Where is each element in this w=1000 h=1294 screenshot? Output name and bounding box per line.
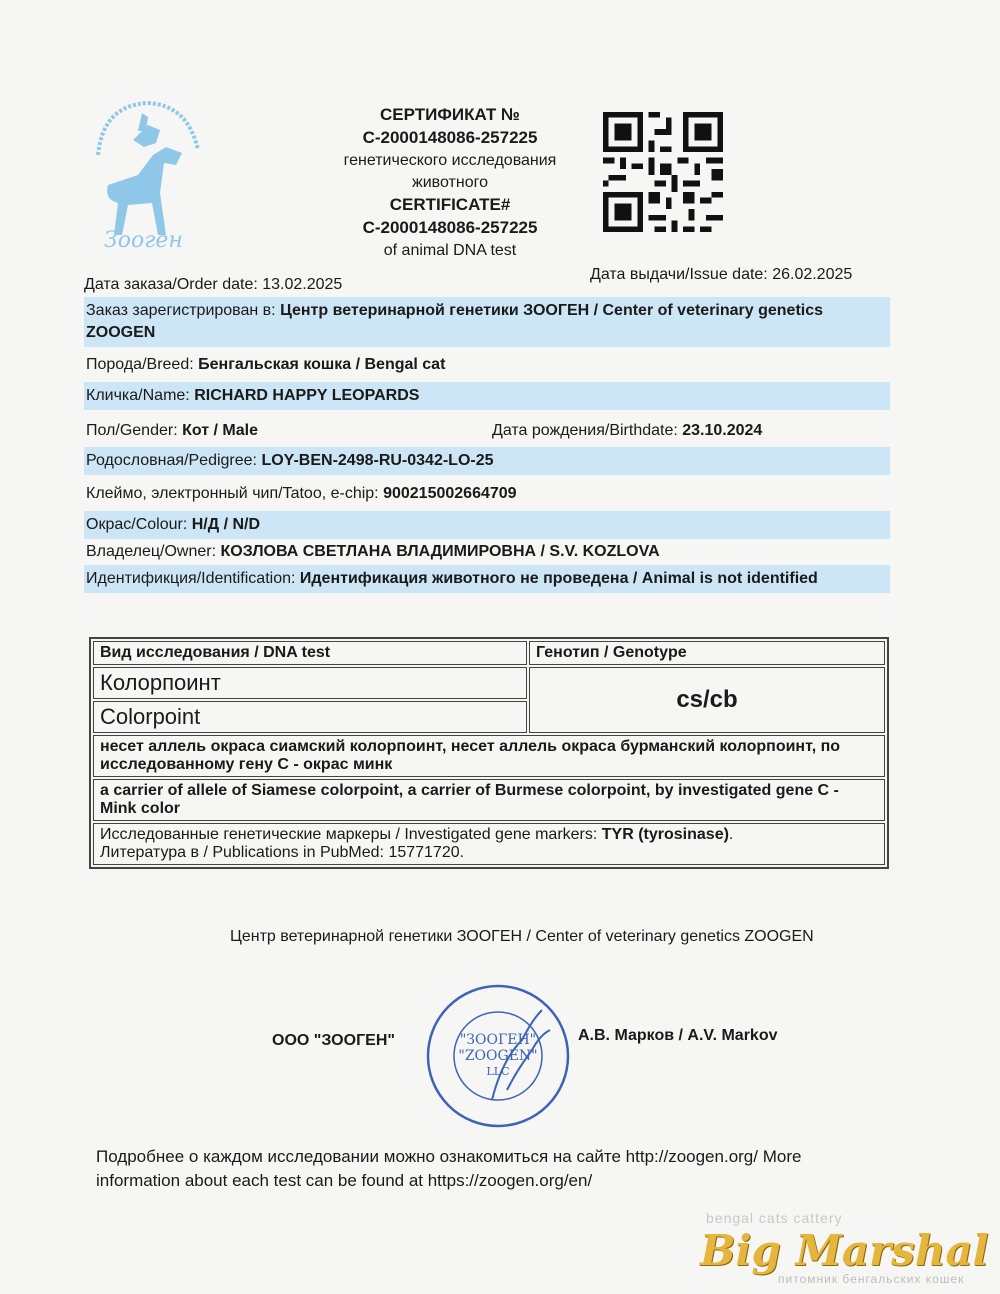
test-name-en: Colorpoint (93, 701, 527, 733)
chip-value: 900215002664709 (383, 485, 517, 502)
company-name: ООО "ЗООГЕН" (272, 1032, 395, 1049)
markers-value: TYR (tyrosinase) (601, 826, 729, 843)
title-line: животного (412, 174, 488, 191)
identification-value: Идентификация животного не проведена / Animal is not identified (299, 570, 818, 587)
pedigree-value: LOY-BEN-2498-RU-0342-LO-25 (261, 452, 494, 469)
birthdate-label: Дата рождения/Birthdate: (492, 422, 678, 439)
markers-label: Исследованные генетические маркеры / Investigated gene markers: (100, 826, 598, 843)
certificate-number-ru: C-2000148086-257225 (362, 128, 538, 147)
genotype-header: Генотип / Genotype (536, 644, 687, 661)
stamp-line: LLC (486, 1065, 510, 1078)
genotype-value: cs/cb (529, 667, 885, 733)
gene-markers (100, 826, 878, 844)
owner-value: КОЗЛОВА СВЕТЛАНА ВЛАДИМИРОВНА / S.V. KOZLOVA (220, 543, 660, 560)
result-ru: несет аллель окраса сиамский колорпоинт, несет аллель окраса бурманский колорпоинт, по исследованному гену C - окрас минк (100, 738, 841, 773)
certificate-title (300, 104, 600, 262)
name-value: RICHARD HAPPY LEOPARDS (194, 387, 420, 404)
registered-label: Заказ зарегистрирован в: (86, 302, 276, 319)
name-label: Кличка/Name: (86, 387, 190, 404)
identification-row (84, 565, 890, 593)
birthdate-field (492, 420, 762, 442)
issuer-line: Центр ветеринарной генетики ЗООГЕН / Center of veterinary genetics ZOOGEN (230, 928, 814, 945)
watermark-subcaption: питомник бенгальских кошек (778, 1272, 965, 1286)
breed-value: Бенгальская кошка / Bengal cat (198, 356, 446, 373)
watermark-caption: bengal cats cattery (706, 1210, 843, 1226)
chip-label: Клеймо, электронный чип/Tatoo, e-chip: (86, 485, 379, 502)
issue-date: Дата выдачи/Issue date: 26.02.2025 (590, 266, 853, 283)
colour-value: Н/Д / N/D (191, 516, 261, 533)
qr-code (603, 112, 723, 232)
chip-row (84, 480, 890, 508)
stamp-line: "ЗООГЕН" (459, 1032, 537, 1048)
colour-label: Окрас/Colour: (86, 516, 188, 533)
signatory-name: А.В. Марков / A.V. Markov (578, 1027, 778, 1044)
gender-value: Кот / Male (182, 422, 258, 439)
pedigree-row (84, 447, 890, 475)
birthdate-value: 23.10.2024 (682, 422, 763, 439)
breed-label: Порода/Breed: (86, 356, 194, 373)
watermark-brand: Big Marshal (700, 1226, 989, 1275)
order-date: Дата заказа/Order date: 13.02.2025 (84, 276, 343, 293)
stamp-line: "ZOOGEN" (458, 1048, 538, 1064)
colour-row (84, 511, 890, 539)
footer-info: Подробнее о каждом исследовании можно ознакомиться на сайте http://zoogen.org/ More information about each test can be found at https://zoogen.org/en/ (96, 1147, 802, 1190)
test-name-ru: Колорпоинт (93, 667, 527, 699)
identification-label: Идентификция/Identification: (86, 570, 296, 587)
title-line: CERTIFICATE# (389, 195, 511, 214)
logo-wordmark: Зooген (104, 228, 183, 253)
literature: Литература в / Publications in PubMed: 15771720. (100, 844, 465, 861)
result-en: a carrier of allele of Siamese colorpoint, a carrier of Burmese colorpoint, by investigated gene C - Mink color (100, 782, 839, 817)
markers-end: . (728, 826, 734, 843)
certificate-number-en: C-2000148086-257225 (362, 218, 538, 237)
gender-row (84, 417, 890, 445)
title-line: of animal DNA test (383, 242, 517, 259)
dna-test-table (89, 637, 889, 869)
breed-row (84, 351, 890, 379)
title-line: СЕРТИФИКАТ № (380, 105, 520, 124)
company-stamp (422, 980, 574, 1132)
gender-label: Пол/Gender: (86, 422, 178, 439)
owner-label: Владелец/Owner: (86, 543, 217, 560)
dna-test-header: Вид исследования / DNA test (100, 644, 331, 661)
pedigree-label: Родословная/Pedigree: (86, 452, 257, 469)
owner-row (84, 538, 890, 566)
title-line: генетического исследования (343, 152, 557, 169)
registered-value: Центр ветеринарной генетики ЗООГЕН / Center of veterinary genetics ZOOGEN (86, 302, 824, 341)
registered-row (84, 297, 890, 347)
name-row (84, 382, 890, 410)
